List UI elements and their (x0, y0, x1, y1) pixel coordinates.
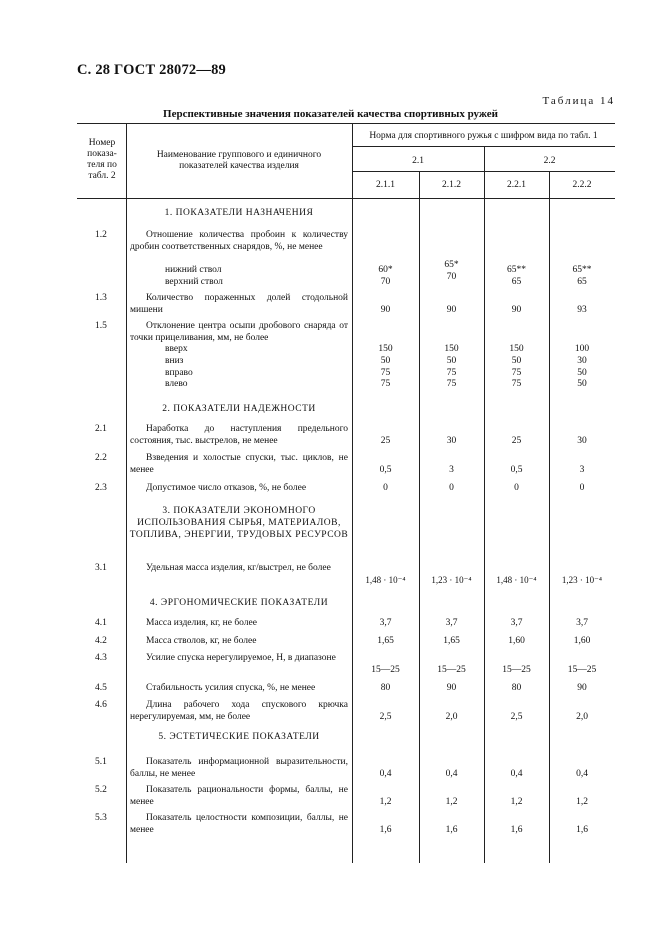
page-header: С. 28 ГОСТ 28072—89 (77, 62, 226, 78)
value-cell: 1,6 (510, 825, 523, 835)
value-cell: 15—25 (371, 665, 400, 675)
value-cell: 50 (577, 368, 587, 378)
value-cell: 25 (511, 436, 522, 446)
value-cell: 1,60 (573, 636, 591, 646)
value-cell: 1,60 (508, 636, 525, 646)
value-cell: 60* (378, 265, 393, 275)
value-cell: 1,23 · 10⁻⁴ (431, 575, 472, 585)
row-description: Длина рабочего хода спускового крючка нерегулируемая, мм, не более (130, 700, 348, 722)
value-cell: 75 (380, 368, 391, 378)
value-cell: 2,5 (510, 712, 523, 722)
value-cell: 75 (380, 379, 391, 389)
value-cell: 1,2 (379, 797, 392, 807)
row-number: 4.2 (95, 636, 107, 646)
value-cell: 1,65 (443, 636, 460, 646)
row-number: 1.2 (95, 230, 107, 240)
value-cell: 2,0 (576, 712, 588, 722)
value-cell: 100 (574, 344, 590, 354)
row-number: 2.3 (95, 483, 107, 493)
value-cell: 150 (509, 344, 524, 354)
value-cell: 3,7 (510, 618, 523, 628)
row-description: Удельная масса изделия, кг/выстрел, не более (146, 563, 331, 573)
value-cell: 0 (449, 483, 454, 493)
value-cell: 50 (577, 379, 587, 389)
row-description: Отклонение центра осыпи дробового снаряда от точки прицеливания, мм, не более (130, 321, 348, 343)
row-description: Стабильность усилия спуска, %, не менее (146, 683, 316, 693)
section-heading: 1. ПОКАЗАТЕЛИ НАЗНАЧЕНИЯ (164, 208, 314, 218)
value-cell: 2,5 (379, 712, 392, 722)
header-code-2-1-1: 2.1.1 (376, 180, 395, 190)
value-cell: 1,2 (510, 797, 523, 807)
section-heading: 3. ПОКАЗАТЕЛИ ЭКОНОМНОГО ИСПОЛЬЗОВАНИЯ СЫРЬЯ, МАТЕРИАЛОВ, ТОПЛИВА, ЭНЕРГИИ, ТРУДОВЫХ РЕСУРСОВ (129, 506, 349, 540)
value-cell: 70 (380, 277, 391, 287)
row-number: 4.3 (95, 653, 107, 663)
value-cell: 90 (380, 305, 391, 315)
value-cell: 75 (446, 368, 457, 378)
header-group-2-1: 2.1 (412, 156, 424, 166)
value-cell: 80 (380, 683, 391, 693)
row-description: Показатель рациональности формы, баллы, не менее (130, 785, 348, 807)
value-cell: 70 (446, 272, 457, 282)
value-cell: 150 (378, 344, 393, 354)
value-cell: 0,5 (510, 465, 523, 475)
value-cell: 65 (511, 277, 522, 287)
header-bottom-rule (77, 198, 615, 199)
value-cell: 65 (577, 277, 587, 287)
header-name-col: Наименование группового и единичного показателей качества изделия (156, 150, 322, 171)
row-description: Наработка до наступления предельного состояния, тыс. выстрелов, не менее (130, 424, 348, 446)
header-code-2-1-2: 2.1.2 (442, 180, 461, 190)
value-cell: 1,6 (576, 825, 588, 835)
row-sub-description: влево (165, 379, 188, 389)
row-number: 5.3 (95, 813, 107, 823)
header-num-col: Номер показа- теля по табл. 2 (87, 138, 117, 181)
value-cell: 90 (446, 683, 457, 693)
value-cell: 90 (446, 305, 457, 315)
value-cell: 30 (446, 436, 457, 446)
table-title: Перспективные значения показателей качества спортивных ружей (163, 108, 498, 120)
value-cell: 3,7 (445, 618, 458, 628)
row-description: Отношение количества пробоин к количеству дробин соответственных снарядов, %, не менее (130, 230, 348, 252)
header-group-2-2: 2.2 (543, 156, 556, 166)
value-cell: 80 (511, 683, 522, 693)
value-cell: 1,48 · 10⁻⁴ (496, 575, 537, 585)
col-rule-4 (484, 146, 485, 863)
row-description: Масса стволов, кг, не более (146, 636, 257, 646)
row-number: 4.6 (95, 700, 107, 710)
row-number: 5.2 (95, 785, 107, 795)
value-cell: 3,7 (379, 618, 392, 628)
row-number: 1.3 (95, 293, 107, 303)
row-description: Допустимое число отказов, %, не более (146, 483, 307, 493)
value-cell: 65** (507, 265, 526, 275)
row-sub-description: верхний ствол (165, 277, 223, 287)
value-cell: 90 (511, 305, 522, 315)
row-description: Показатель информационной выразительности, баллы, не менее (130, 757, 348, 779)
value-cell: 2,0 (445, 712, 458, 722)
row-description: Масса изделия, кг, не более (146, 618, 257, 628)
value-cell: 1,23 · 10⁻⁴ (561, 575, 603, 585)
header-code-2-2-1: 2.2.1 (507, 180, 526, 190)
row-description: Усилие спуска нерегулируемое, Н, в диапазоне (146, 653, 336, 663)
value-cell: 1,48 · 10⁻⁴ (365, 575, 406, 585)
value-cell: 3 (449, 465, 454, 475)
row-number: 4.5 (95, 683, 107, 693)
row-number: 1.5 (95, 321, 107, 331)
value-cell: 15—25 (502, 665, 531, 675)
value-cell: 0,4 (379, 769, 392, 779)
header-code-2-2-2: 2.2.2 (572, 180, 592, 190)
table-top-rule (77, 123, 615, 124)
value-cell: 50 (511, 356, 522, 366)
section-heading: 4. ЭРГОНОМИЧЕСКИЕ ПОКАЗАТЕЛИ (149, 598, 329, 608)
value-cell: 0,4 (445, 769, 458, 779)
value-cell: 1,65 (377, 636, 394, 646)
row-number: 2.1 (95, 424, 107, 434)
value-cell: 30 (577, 356, 587, 366)
row-description: Количество пораженных долей стодольной мишени (130, 293, 348, 315)
value-cell: 50 (446, 356, 457, 366)
row-number: 4.1 (95, 618, 107, 628)
value-cell: 1,2 (576, 797, 588, 807)
value-cell: 75 (511, 379, 522, 389)
section-heading: 5. ЭСТЕТИЧЕСКИЕ ПОКАЗАТЕЛИ (158, 732, 320, 742)
value-cell: 0 (383, 483, 388, 493)
value-cell: 75 (511, 368, 522, 378)
value-cell: 1,2 (445, 797, 458, 807)
row-sub-description: вправо (165, 368, 193, 378)
value-cell: 0,5 (379, 465, 392, 475)
value-cell: 0 (514, 483, 519, 493)
value-cell: 0,4 (576, 769, 588, 779)
value-cell: 0 (579, 483, 585, 493)
value-cell: 1,6 (445, 825, 458, 835)
value-cell: 65* (444, 260, 459, 270)
value-cell: 3 (579, 465, 585, 475)
value-cell: 1,6 (379, 825, 392, 835)
value-cell: 75 (446, 379, 457, 389)
value-cell: 65** (572, 265, 592, 275)
value-cell: 0,4 (510, 769, 523, 779)
value-cell: 25 (380, 436, 391, 446)
table-label: Таблица 14 (542, 95, 615, 107)
value-cell: 15—25 (567, 665, 597, 675)
row-sub-description: нижний ствол (165, 265, 222, 275)
section-heading: 2. ПОКАЗАТЕЛИ НАДЕЖНОСТИ (162, 404, 316, 414)
value-cell: 3,7 (576, 618, 588, 628)
row-number: 3.1 (95, 563, 107, 573)
row-description: Взведения и холостые спуски, тыс. циклов, не менее (130, 453, 348, 475)
value-cell: 150 (444, 344, 459, 354)
value-cell: 93 (577, 305, 587, 315)
header-norm: Норма для спортивного ружья с шифром вида по табл. 1 (369, 131, 598, 141)
value-cell: 15—25 (437, 665, 466, 675)
col-rule-1 (126, 123, 127, 863)
row-number: 2.2 (95, 453, 107, 463)
row-sub-description: вверх (165, 344, 188, 354)
row-sub-description: вниз (165, 356, 184, 366)
value-cell: 90 (577, 683, 587, 693)
row-number: 5.1 (95, 757, 107, 767)
value-cell: 50 (380, 356, 391, 366)
row-description: Показатель целостности композиции, баллы, не менее (130, 813, 348, 835)
value-cell: 30 (577, 436, 587, 446)
